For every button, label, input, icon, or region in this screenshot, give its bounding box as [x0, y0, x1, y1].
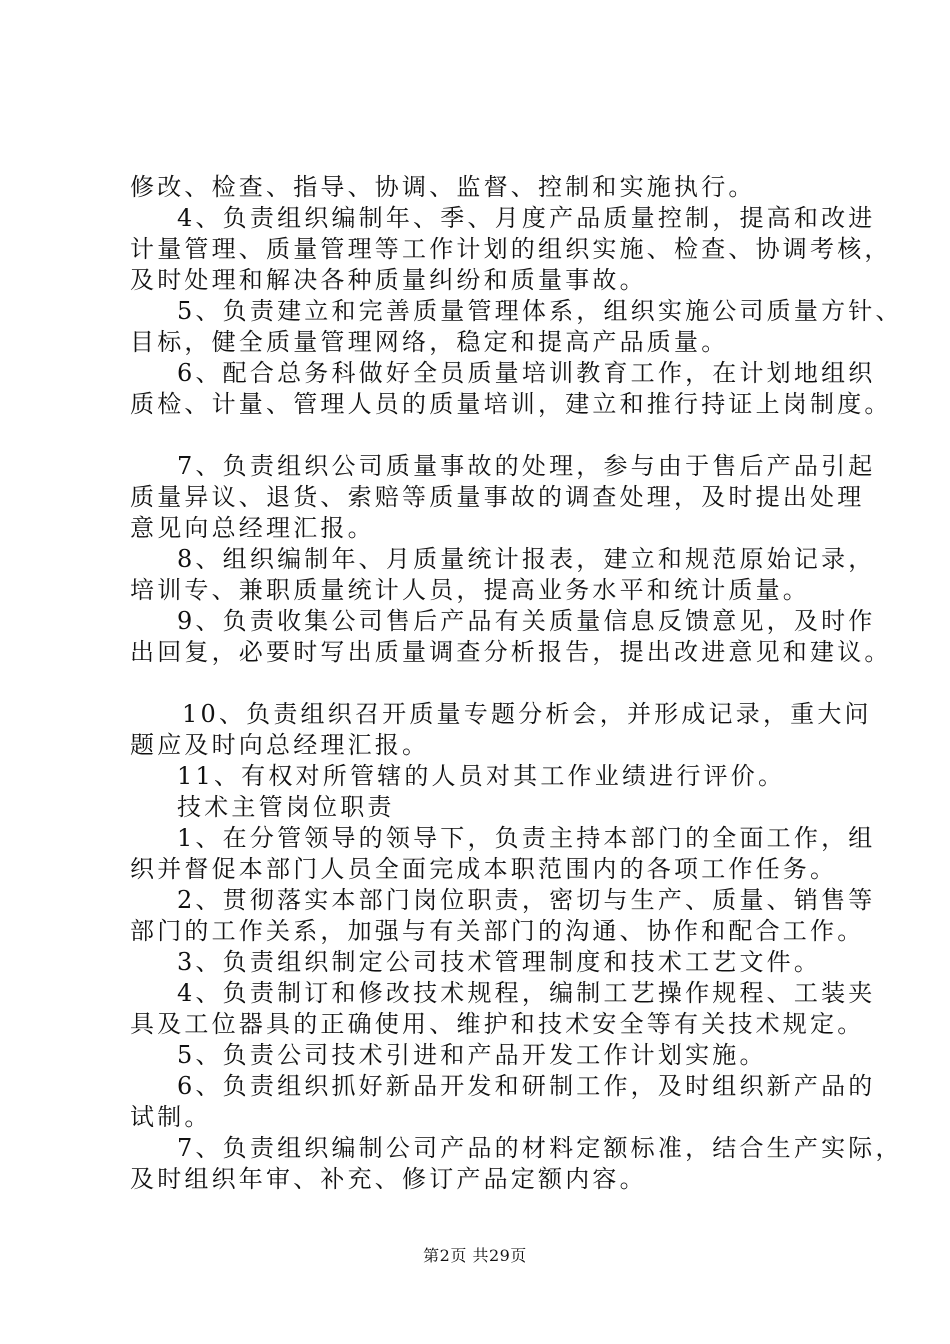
- text-line: 4、负责组织编制年、季、月度产品质量控制，提高和改进: [177, 204, 876, 232]
- text-line: 5、负责建立和完善质量管理体系，组织实施公司质量方针、: [177, 297, 903, 325]
- text-line: 3、负责组织制定公司技术管理制度和技术工艺文件。: [177, 948, 822, 976]
- text-line: 出回复，必要时写出质量调查分析报告，提出改进意见和建议。: [130, 638, 892, 666]
- text-line: 8、组织编制年、月质量统计报表，建立和规范原始记录，: [177, 545, 876, 573]
- text-line: 6、配合总务科做好全员质量培训教育工作，在计划地组织: [177, 359, 876, 387]
- section-heading: 技术主管岗位职责: [177, 793, 395, 821]
- text-line: 质量异议、退货、索赔等质量事故的调查处理，及时提出处理: [130, 483, 865, 511]
- text-line: 题应及时向总经理汇报。: [130, 731, 430, 759]
- text-line: 目标，健全质量管理网络，稳定和提高产品质量。: [130, 328, 729, 356]
- page-footer: 第2页 共29页: [423, 1246, 527, 1265]
- text-line: 部门的工作关系，加强与有关部门的沟通、协作和配合工作。: [130, 917, 865, 945]
- paragraph-gap: [130, 668, 855, 699]
- text-line: 及时组织年审、补充、修订产品定额内容。: [130, 1165, 647, 1193]
- text-line: 11、有权对所管辖的人员对其工作业绩进行评价。: [177, 762, 786, 790]
- text-line: 10、负责组织召开质量专题分析会，并形成记录，重大问: [182, 700, 872, 728]
- text-line: 9、负责收集公司售后产品有关质量信息反馈意见，及时作: [177, 607, 876, 635]
- text-line: 试制。: [130, 1103, 212, 1131]
- text-line: 培训专、兼职质量统计人员，提高业务水平和统计质量。: [130, 576, 810, 604]
- text-line: 计量管理、质量管理等工作计划的组织实施、检查、协调考核，: [130, 235, 892, 263]
- text-line: 质检、计量、管理人员的质量培训，建立和推行持证上岗制度。: [130, 390, 892, 418]
- text-line: 7、负责组织编制公司产品的材料定额标准，结合生产实际，: [177, 1134, 903, 1162]
- text-line: 修改、检查、指导、协调、监督、控制和实施执行。: [130, 173, 756, 201]
- text-line: 2、贯彻落实本部门岗位职责，密切与生产、质量、销售等: [177, 886, 876, 914]
- text-line: 1、在分管领导的领导下，负责主持本部门的全面工作，组: [177, 824, 876, 852]
- text-line: 具及工位器具的正确使用、维护和技术安全等有关技术规定。: [130, 1010, 865, 1038]
- text-line: 意见向总经理汇报。: [130, 514, 375, 542]
- text-line: 7、负责组织公司质量事故的处理，参与由于售后产品引起: [177, 452, 876, 480]
- text-line: 及时处理和解决各种质量纠纷和质量事故。: [130, 266, 647, 294]
- text-line: 4、负责制订和修改技术规程，编制工艺操作规程、工装夹: [177, 979, 876, 1007]
- text-line: 5、负责公司技术引进和产品开发工作计划实施。: [177, 1041, 767, 1069]
- text-line: 织并督促本部门人员全面完成本职范围内的各项工作任务。: [130, 855, 838, 883]
- paragraph-gap: [130, 420, 855, 451]
- document-body: [130, 172, 903, 1195]
- text-line: 6、负责组织抓好新品开发和研制工作，及时组织新产品的: [177, 1072, 876, 1100]
